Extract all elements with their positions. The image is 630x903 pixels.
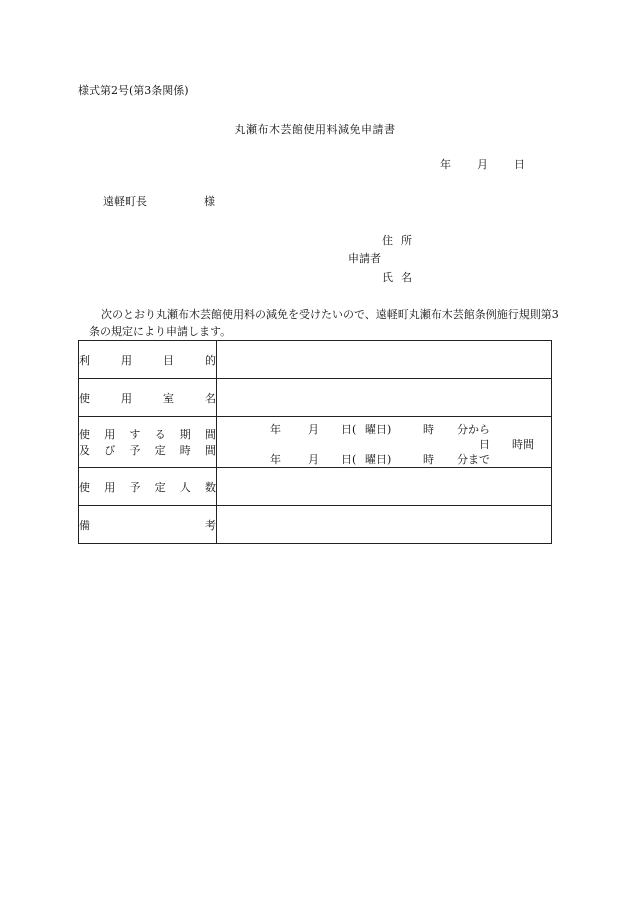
to-year: 年: [270, 453, 281, 466]
applicant-name-label: 氏名: [382, 271, 420, 284]
to-minute: 分まで: [457, 453, 490, 466]
table-row: [79, 341, 552, 379]
request-statement: 次のとおり丸瀬布木芸館使用料の減免を受けたいので、遠軽町丸瀬布木芸館条例施行規則第3条の規定により申請します。: [89, 308, 559, 338]
applicant-address-label: 住所: [382, 234, 420, 247]
to-weekday: 曜日): [365, 453, 392, 466]
date-month: 月: [477, 158, 488, 171]
table-row: [79, 506, 552, 544]
to-day: 日(: [341, 453, 357, 466]
form-number: 様式第2号(第3条関係): [78, 84, 189, 97]
room-name-field[interactable]: [217, 379, 552, 417]
people-count-field[interactable]: [217, 468, 552, 506]
document-title: 丸瀬布木芸館使用料減免申請書: [234, 123, 396, 136]
applicant-label: 申請者: [348, 252, 381, 265]
table-row: [79, 468, 552, 506]
duration-hours: 時間: [512, 438, 534, 451]
to-hour: 時: [423, 453, 434, 466]
addressee-name: 遠軽町長: [103, 195, 147, 208]
purpose-label: 利 用 目 的: [79, 341, 217, 379]
period-label: 使 用 す る 期 間 及 び 予 定 時 間: [79, 417, 217, 468]
purpose-field[interactable]: [217, 341, 552, 379]
date-line: [440, 156, 525, 172]
table-row: [79, 379, 552, 417]
application-table: [78, 340, 552, 544]
remarks-label: 備 考: [79, 506, 217, 544]
table-row: [79, 417, 552, 468]
duration-day: 日: [479, 438, 490, 451]
from-weekday: 曜日): [365, 423, 392, 436]
addressee: [103, 193, 215, 209]
date-day: 日: [514, 158, 525, 171]
period-field[interactable]: [217, 417, 552, 468]
remarks-field[interactable]: [217, 506, 552, 544]
addressee-honorific: 様: [204, 195, 215, 208]
date-year: 年: [440, 158, 451, 171]
from-month: 月: [308, 423, 319, 436]
room-name-label: 使 用 室 名: [79, 379, 217, 417]
from-hour: 時: [423, 423, 434, 436]
people-count-label: 使 用 予 定 人 数: [79, 468, 217, 506]
to-month: 月: [308, 453, 319, 466]
from-year: 年: [270, 423, 281, 436]
from-minute: 分から: [457, 423, 490, 436]
from-day: 日(: [341, 423, 357, 436]
